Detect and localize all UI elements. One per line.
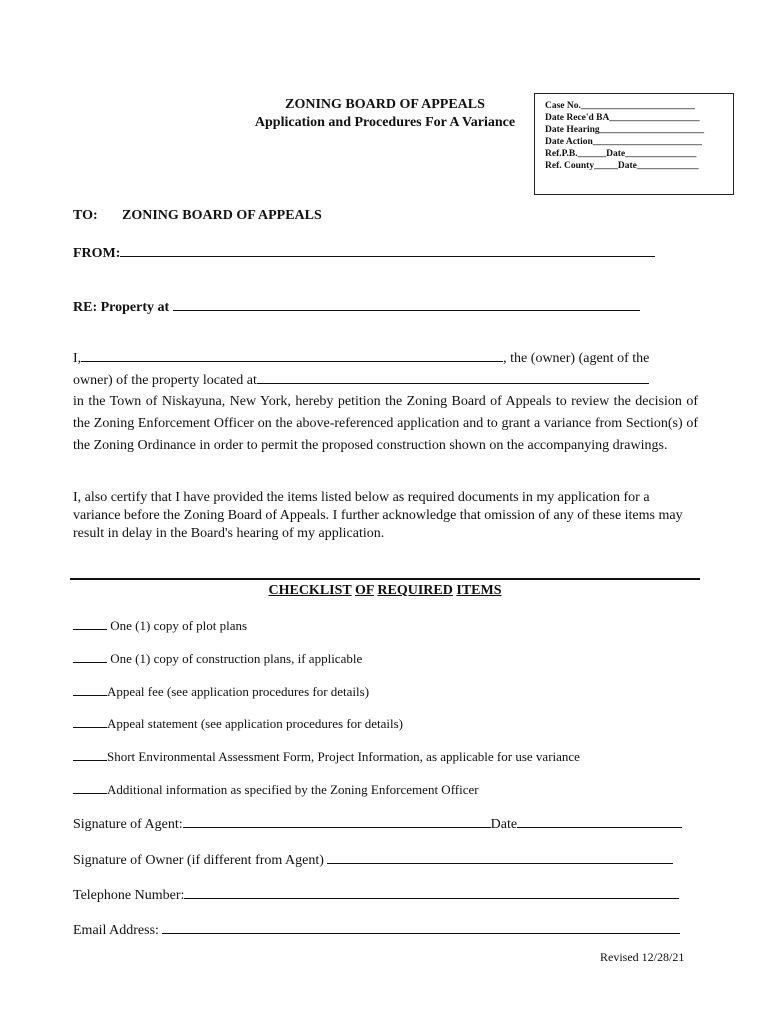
owner-signature-label: Signature of Owner (if different from Agent)	[73, 853, 324, 868]
checklist-item	[73, 715, 403, 732]
telephone-row	[73, 886, 698, 904]
re-row	[73, 298, 640, 316]
property-located-label: owner) of the property located at	[73, 373, 257, 388]
telephone-field[interactable]	[184, 886, 679, 899]
from-row	[73, 244, 655, 262]
owner-signature-field[interactable]	[327, 851, 673, 864]
checklist-item	[73, 617, 247, 634]
ref-county-field[interactable]: Ref. County_____Date_____________	[545, 161, 699, 171]
checklist-title-word: ITEMS	[456, 583, 502, 598]
checklist-title-word: CHECKLIST	[268, 583, 352, 598]
property-field[interactable]	[173, 298, 640, 311]
date-hearing-field[interactable]: Date Hearing______________________	[545, 125, 705, 135]
owner-agent-label: , the (owner) (agent of the	[503, 351, 650, 366]
email-label: Email Address:	[73, 923, 159, 938]
agent-signature-field[interactable]	[183, 815, 491, 828]
checklist-item-label: Appeal fee (see application procedures for details)	[107, 684, 370, 699]
checklist-item-label: One (1) copy of construction plans, if applicable	[110, 651, 363, 666]
office-use-box	[534, 93, 734, 195]
checklist-item-label: One (1) copy of plot plans	[110, 618, 248, 633]
checkbox-blank[interactable]	[73, 748, 107, 761]
checkbox-blank[interactable]	[73, 683, 107, 696]
checkbox-blank[interactable]	[73, 617, 107, 630]
to-label: TO:	[73, 208, 98, 223]
checklist-item	[73, 781, 479, 798]
checklist-item	[73, 683, 369, 700]
petitioner-name-field[interactable]	[81, 349, 503, 362]
checklist-title-word: OF	[354, 583, 374, 598]
from-field[interactable]	[120, 244, 655, 257]
property-location-field[interactable]	[257, 371, 649, 384]
checkbox-blank[interactable]	[73, 650, 107, 663]
agent-signature-label: Signature of Agent:	[73, 817, 183, 832]
ref-pb-field[interactable]: Ref.P.B.______Date_______________	[545, 149, 697, 159]
checkbox-blank[interactable]	[73, 781, 107, 794]
email-field[interactable]	[162, 921, 680, 934]
petition-i-label: I,	[73, 351, 82, 366]
checkbox-blank[interactable]	[73, 715, 107, 728]
to-value: ZONING BOARD OF APPEALS	[122, 208, 322, 223]
checklist-title	[200, 583, 570, 599]
form-subtitle: Application and Procedures For A Variance	[254, 115, 516, 130]
checklist-item-label: Additional information as specified by the Zoning Enforcement Officer	[107, 782, 479, 797]
owner-signature-row	[73, 851, 698, 869]
email-row	[73, 921, 698, 939]
checklist-item	[73, 650, 362, 667]
revised-date: Revised 12/28/21	[600, 950, 685, 964]
checklist-item-label: Appeal statement (see application procedures for details)	[107, 716, 403, 731]
checklist-item	[73, 748, 580, 765]
certify-paragraph: I, also certify that I have provided the items listed below as required documents in my application for a variance before the Zoning Board of Appeals. I further acknowledge that omission of any of these items may result in delay in the Board's hearing of my application.	[73, 490, 683, 541]
agent-signature-row	[73, 815, 698, 833]
date-field[interactable]	[517, 815, 682, 828]
date-action-field[interactable]: Date Action_______________________	[545, 137, 703, 147]
section-divider	[70, 578, 700, 580]
petition-line2	[73, 371, 649, 389]
form-title: ZONING BOARD OF APPEALS	[285, 97, 485, 112]
checklist-title-word: REQUIRED	[377, 583, 453, 598]
telephone-label: Telephone Number:	[73, 888, 185, 903]
from-label: FROM:	[73, 246, 121, 261]
petition-body: in the Town of Niskayuna, New York, hereby petition the Zoning Board of Appeals to review the decision of the Zoning Enforcement Officer on the above-referenced application and to grant a variance from Section(s) of the Zoning Ordinance in order to permit the proposed construction shown on the accompanying drawings.	[73, 394, 698, 453]
date-label: Date	[490, 817, 518, 832]
date-received-field[interactable]: Date Rece'd BA___________________	[545, 113, 700, 123]
checklist-item-label: Short Environmental Assessment Form, Project Information, as applicable for use variance	[107, 749, 580, 764]
re-label: RE: Property at	[73, 300, 170, 315]
case-no-field[interactable]: Case No.________________________	[545, 101, 695, 111]
petition-line1	[73, 349, 649, 367]
